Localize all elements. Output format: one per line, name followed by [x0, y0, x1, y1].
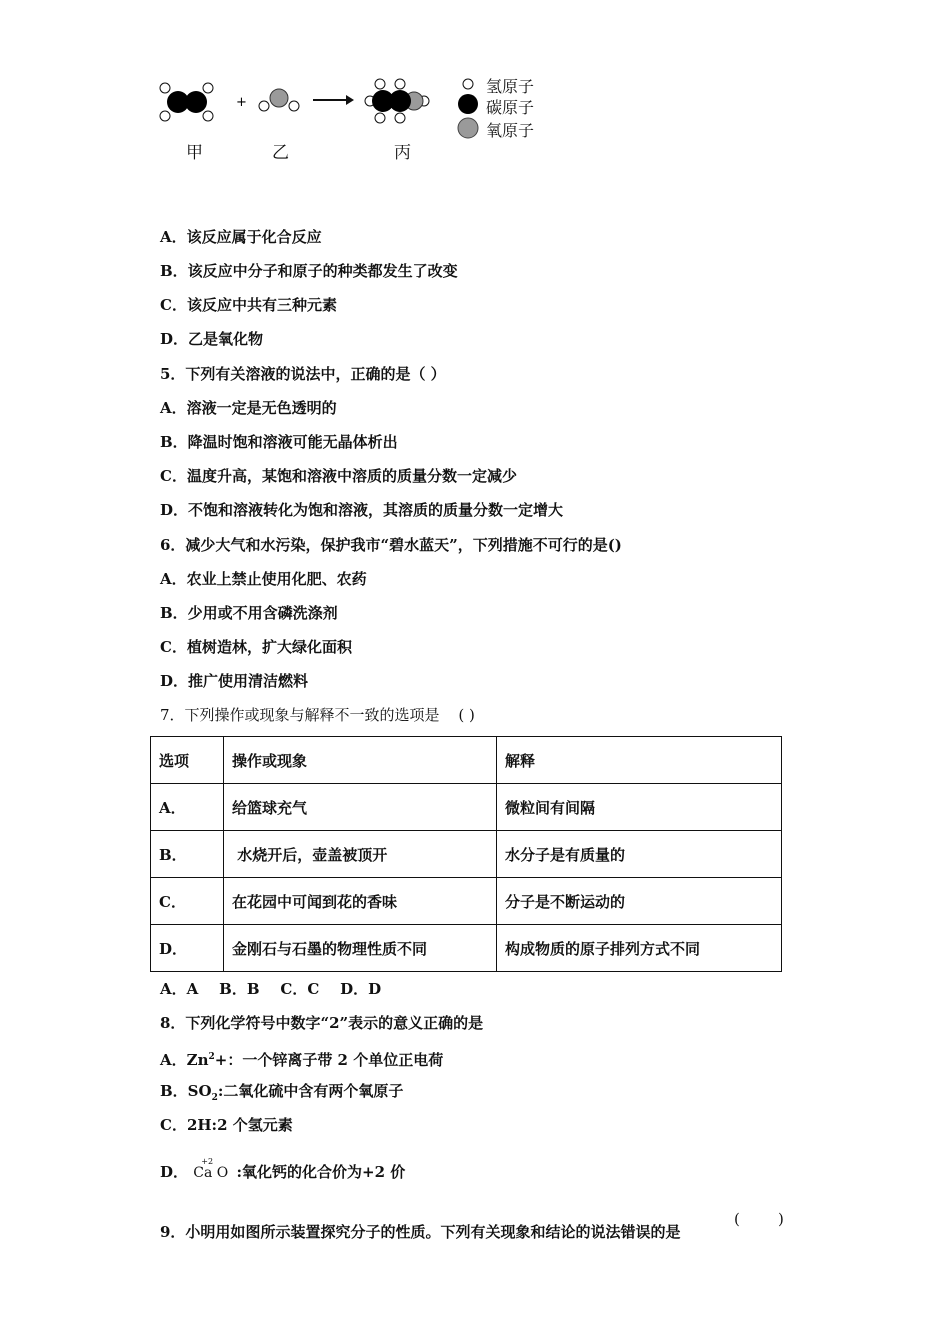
q4-option-a: A．该反应属于化合反应: [160, 228, 322, 246]
legend-hydrogen-symbol: [463, 79, 473, 89]
q6-option-b: B．少用或不用含磷洗涤剂: [160, 604, 338, 622]
row-explanation: 微粒间有间隔: [497, 784, 782, 831]
row-option: A．: [151, 784, 224, 831]
legend-oxygen: 氧原子: [486, 121, 535, 140]
label-jia: 甲: [186, 143, 203, 163]
header-operation: 操作或现象: [224, 737, 497, 784]
q8-a-text: +：一个锌离子带 2 个单位正电荷: [214, 1051, 444, 1069]
row-explanation: 构成物质的原子排列方式不同: [497, 925, 782, 972]
row-option: D．: [151, 925, 224, 972]
q5-option-c: C．温度升高，某饱和溶液中溶质的质量分数一定减少: [160, 467, 517, 485]
row-operation: 给篮球充气: [224, 784, 497, 831]
q8-d-text: :氧化钙的化合价为+2 价: [236, 1163, 406, 1181]
legend-carbon-symbol: [458, 94, 478, 114]
row-option: C．: [151, 878, 224, 925]
q7-paren: ( ): [458, 706, 475, 724]
q8-a-superscript: 2: [208, 1052, 215, 1062]
q6-option-d: D．推广使用清洁燃料: [160, 672, 309, 690]
legend-carbon: 碳原子: [486, 98, 535, 117]
legend-oxygen-symbol: [458, 118, 478, 138]
q8-b-prefix: B．SO: [160, 1082, 212, 1100]
molecule-bing: [365, 79, 429, 123]
row-operation: 水烧开后，壶盖被顶开: [224, 831, 497, 878]
q7-table: [150, 736, 782, 972]
row-explanation: 水分子是有质量的: [497, 831, 782, 878]
q5-option-b: B．降温时饱和溶液可能无晶体析出: [160, 433, 398, 451]
reaction-arrow: [313, 95, 354, 105]
q6-stem: 6．减少大气和水污染，保护我市“碧水蓝天”，下列措施不可行的是(): [160, 536, 622, 554]
table-header-row: [151, 737, 782, 784]
q5-stem: 5．下列有关溶液的说法中，正确的是（ ）: [160, 365, 446, 383]
label-yi: 乙: [272, 143, 289, 163]
q4-option-b: B．该反应中分子和原子的种类都发生了改变: [160, 262, 458, 280]
row-explanation: 分子是不断运动的: [497, 878, 782, 925]
cao-valence: +2: [201, 1157, 214, 1166]
plus-sign: +: [236, 95, 247, 110]
q8-option-c: C．2H:2 个氢元素: [160, 1116, 293, 1134]
q5-option-a: A．溶液一定是无色透明的: [160, 399, 337, 417]
q8-b-text: :二氧化硫中含有两个氧原子: [217, 1082, 404, 1100]
q8-d-prefix: D．: [160, 1163, 189, 1181]
q5-option-d: D．不饱和溶液转化为饱和溶液，其溶质的质量分数一定增大: [160, 501, 564, 519]
molecule-jia: [160, 83, 213, 121]
q6-option-a: A．农业上禁止使用化肥、农药: [160, 570, 367, 588]
q7-stem: 7．下列操作或现象与解释不一致的选项是: [160, 706, 440, 724]
q8-option-b: [160, 1081, 403, 1108]
q9-stem: 9．小明用如图所示装置探究分子的性质。下列有关现象和结论的说法错误的是: [160, 1223, 681, 1241]
q8-stem: 8．下列化学符号中数字“2”表示的意义正确的是: [160, 1014, 484, 1032]
q8-a-prefix: A．Zn: [160, 1051, 209, 1069]
cao-formula: [193, 1157, 231, 1183]
q7-stem-line: [160, 705, 475, 725]
table-row: [151, 784, 782, 831]
q8-option-d: [160, 1157, 406, 1183]
q7-answer-options: A．A B．B C．C D．D: [160, 980, 382, 998]
q9-paren: ( ): [734, 1210, 784, 1228]
row-operation: 金刚石与石墨的物理性质不同: [224, 925, 497, 972]
row-option: B．: [151, 831, 224, 878]
molecule-yi: [259, 89, 299, 111]
q8-option-a: [160, 1047, 443, 1070]
q8-b-subscript: 2: [211, 1093, 218, 1103]
legend-hydrogen: 氢原子: [486, 77, 535, 96]
reaction-diagram: [150, 70, 570, 170]
q6-option-c: C．植树造林，扩大绿化面积: [160, 638, 352, 656]
row-operation: 在花园中可闻到花的香味: [224, 878, 497, 925]
label-bing: 丙: [394, 143, 411, 163]
table-row: [151, 831, 782, 878]
table-row: [151, 878, 782, 925]
cao-text: Ca O: [193, 1165, 229, 1181]
header-explanation: 解释: [497, 737, 782, 784]
q4-option-d: D．乙是氧化物: [160, 330, 264, 348]
table-row: [151, 925, 782, 972]
header-option: 选项: [151, 737, 224, 784]
q4-option-c: C．该反应中共有三种元素: [160, 296, 337, 314]
